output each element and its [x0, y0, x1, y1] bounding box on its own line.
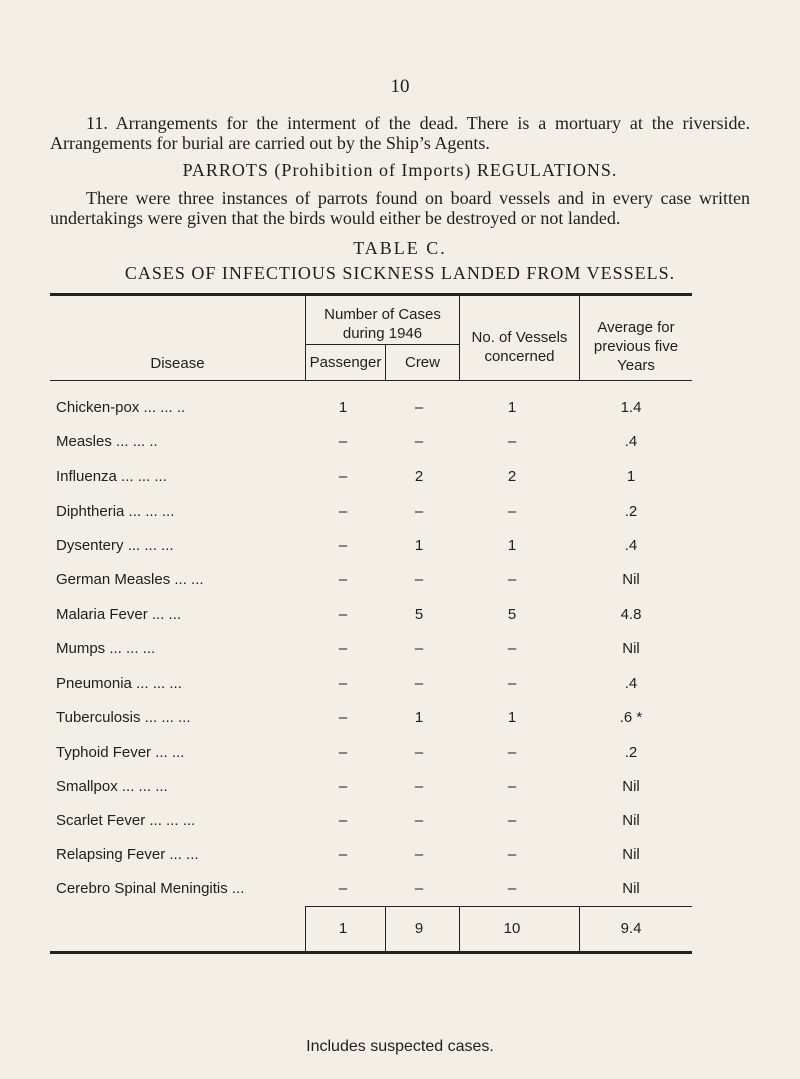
row-disease: Typhoid Fever ... ... — [56, 744, 185, 761]
row-crew: – — [414, 880, 424, 897]
row-average: 1 — [626, 468, 636, 485]
header-cases-line2: during 1946 — [342, 325, 423, 342]
row-passenger: – — [338, 812, 348, 829]
row-average: .4 — [624, 537, 638, 554]
table-row — [0, 880, 800, 902]
header-average — [580, 318, 692, 375]
row-passenger: – — [338, 709, 348, 726]
row-disease: Relapsing Fever ... ... — [56, 846, 199, 863]
row-passenger: – — [338, 778, 348, 795]
table-row — [0, 640, 800, 662]
total-crew: 9 — [414, 920, 424, 937]
row-disease: Diphtheria ... ... ... — [56, 503, 175, 520]
row-passenger: – — [338, 606, 348, 623]
page-number: 10 — [390, 76, 410, 97]
totals-top-rule — [305, 906, 692, 907]
row-crew: 1 — [414, 537, 424, 554]
row-crew: 1 — [414, 709, 424, 726]
row-crew: – — [414, 812, 424, 829]
header-crew: Crew — [404, 354, 440, 371]
table-row — [0, 675, 800, 697]
parrots-heading: PARROTS (Prohibition of Imports) REGULATIONS. — [182, 160, 618, 180]
row-average: .4 — [624, 675, 638, 692]
header-vessels-line1: No. of Vessels — [471, 329, 568, 346]
row-vessels: – — [507, 744, 517, 761]
row-average: Nil — [622, 846, 640, 863]
row-average: Nil — [622, 812, 640, 829]
row-vessels: 1 — [507, 399, 517, 416]
table-bottom-rule — [50, 951, 692, 954]
table-row — [0, 846, 800, 868]
row-average: Nil — [622, 880, 640, 897]
row-vessels: – — [507, 846, 517, 863]
row-vessels: – — [507, 778, 517, 795]
row-average: .4 — [624, 433, 638, 450]
row-average: 1.4 — [620, 399, 642, 416]
row-disease: Measles ... ... .. — [56, 433, 158, 450]
total-average: 9.4 — [620, 920, 642, 937]
subheader-rule — [306, 344, 459, 345]
header-average-line3: Years — [617, 357, 655, 374]
total-vessels: 10 — [503, 920, 521, 937]
table-top-rule — [50, 293, 692, 296]
table-row — [0, 571, 800, 593]
row-crew: – — [414, 503, 424, 520]
parrots-paragraph: There were three instances of parrots found on board vessels and in every case written undertakings were given that the birds would either be destroyed or not landed. — [50, 188, 750, 228]
row-average: Nil — [622, 778, 640, 795]
table-row — [0, 433, 800, 455]
header-bottom-rule — [50, 380, 692, 381]
header-average-line1: Average for — [597, 319, 675, 336]
paragraph-11: 11. Arrangements for the interment of the dead. There is a mortuary at the riverside. Arrangements for burial are carried out by the Ship’s Agents. — [50, 113, 750, 153]
table-row — [0, 503, 800, 525]
row-passenger: – — [338, 503, 348, 520]
row-average: 4.8 — [620, 606, 642, 623]
row-average: .2 — [624, 503, 638, 520]
header-passenger: Passenger — [309, 354, 382, 371]
row-disease: German Measles ... ... — [56, 571, 204, 588]
row-passenger: – — [338, 675, 348, 692]
row-crew: – — [414, 778, 424, 795]
table-row — [0, 778, 800, 800]
table-subtitle: CASES OF INFECTIOUS SICKNESS LANDED FROM VESSELS. — [124, 263, 676, 283]
row-disease: Pneumonia ... ... ... — [56, 675, 182, 692]
row-vessels: 1 — [507, 709, 517, 726]
row-vessels: – — [507, 433, 517, 450]
row-average: Nil — [622, 640, 640, 657]
row-vessels: – — [507, 503, 517, 520]
row-crew: 2 — [414, 468, 424, 485]
table-row — [0, 606, 800, 628]
row-crew: – — [414, 433, 424, 450]
row-crew: – — [414, 675, 424, 692]
table-row — [0, 744, 800, 766]
row-crew: – — [414, 399, 424, 416]
row-crew: – — [414, 846, 424, 863]
row-disease: Dysentery ... ... ... — [56, 537, 174, 554]
row-passenger: – — [338, 571, 348, 588]
row-passenger: – — [338, 468, 348, 485]
header-disease: Disease — [150, 355, 205, 372]
header-average-line2: previous five — [593, 338, 679, 355]
row-disease: Scarlet Fever ... ... ... — [56, 812, 196, 829]
row-vessels: 2 — [507, 468, 517, 485]
row-average: .6 * — [619, 709, 643, 726]
row-crew: 5 — [414, 606, 424, 623]
row-passenger: – — [338, 744, 348, 761]
row-passenger: – — [338, 537, 348, 554]
row-crew: – — [414, 571, 424, 588]
table-title: TABLE C. — [353, 238, 447, 258]
row-passenger: – — [338, 846, 348, 863]
row-disease: Mumps ... ... ... — [56, 640, 156, 657]
row-passenger: – — [338, 880, 348, 897]
row-disease: Influenza ... ... ... — [56, 468, 167, 485]
header-vessels — [460, 328, 579, 366]
total-passenger: 1 — [338, 920, 348, 937]
row-disease: Cerebro Spinal Meningitis ... — [56, 880, 245, 897]
row-vessels: 5 — [507, 606, 517, 623]
row-average: Nil — [622, 571, 640, 588]
row-disease: Tuberculosis ... ... ... — [56, 709, 191, 726]
row-passenger: – — [338, 640, 348, 657]
header-vessels-line2: concerned — [484, 348, 555, 365]
row-crew: – — [414, 640, 424, 657]
row-passenger: – — [338, 433, 348, 450]
row-vessels: 1 — [507, 537, 517, 554]
row-vessels: – — [507, 812, 517, 829]
row-disease: Chicken-pox ... ... .. — [56, 399, 186, 416]
table-row — [0, 709, 800, 731]
table-row — [0, 537, 800, 559]
row-vessels: – — [507, 880, 517, 897]
table-row — [0, 468, 800, 490]
row-vessels: – — [507, 640, 517, 657]
header-cases — [306, 305, 459, 343]
row-average: .2 — [624, 744, 638, 761]
footnote: Includes suspected cases. — [306, 1038, 494, 1055]
row-crew: – — [414, 744, 424, 761]
table-row — [0, 399, 800, 421]
row-passenger: 1 — [338, 399, 348, 416]
totals-row — [0, 920, 800, 942]
header-cases-line1: Number of Cases — [324, 306, 441, 323]
row-disease: Malaria Fever ... ... — [56, 606, 182, 623]
table-row — [0, 812, 800, 834]
row-vessels: – — [507, 675, 517, 692]
row-vessels: – — [507, 571, 517, 588]
row-disease: Smallpox ... ... ... — [56, 778, 168, 795]
